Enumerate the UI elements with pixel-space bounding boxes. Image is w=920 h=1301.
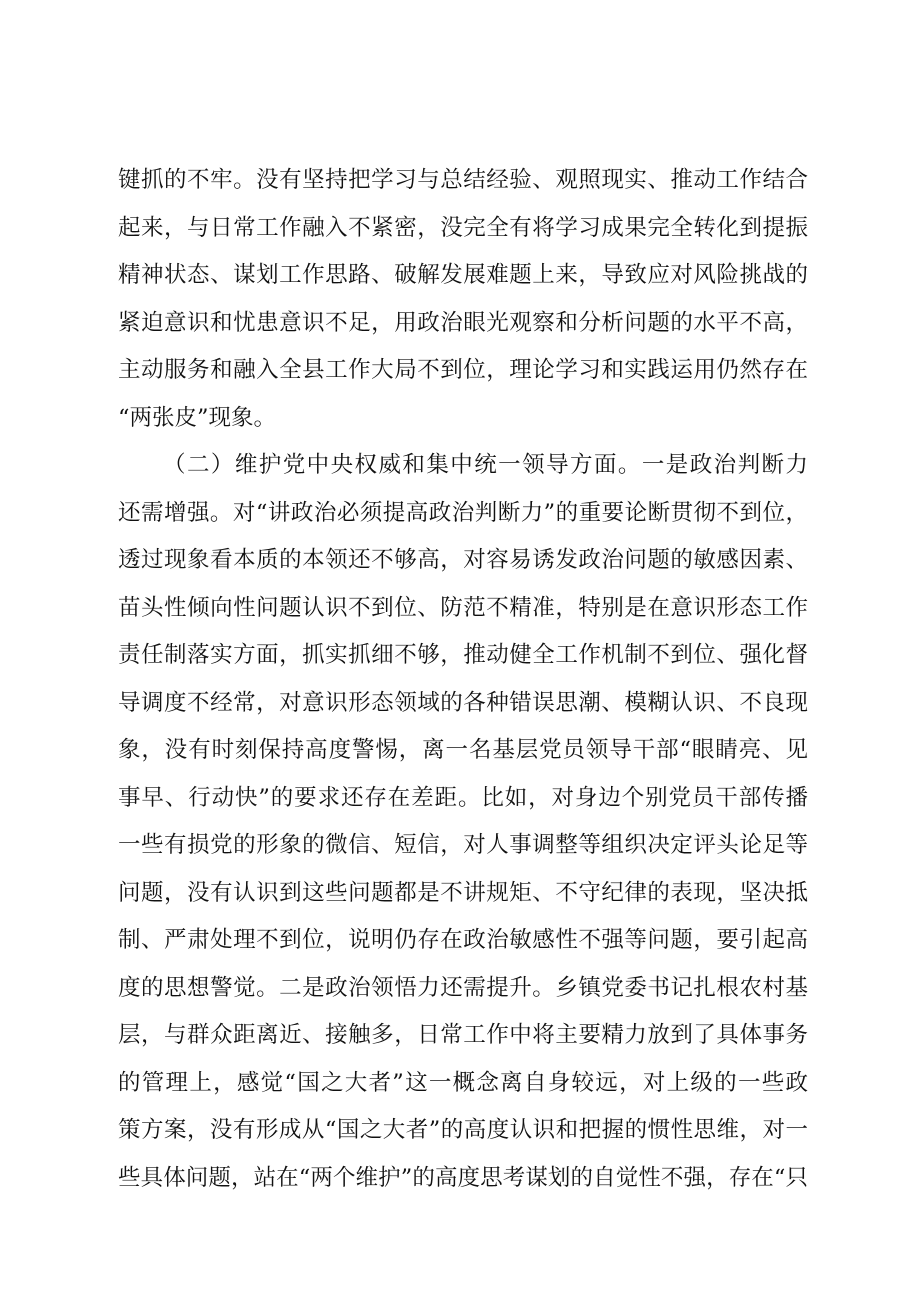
text-line: 责任制落实方面，抓实抓细不够，推动健全工作机制不到位、强化督 <box>118 642 808 668</box>
text-line: 导调度不经常，对意识形态领域的各种错误思潮、模糊认识、不良现 <box>118 689 808 716</box>
text-line: 紧迫意识和忧患意识不足，用政治眼光观察和分析问题的水平不高， <box>118 309 808 336</box>
text-line: 键抓的不牢。没有坚持把学习与总结经验、观照现实、推动工作结合 <box>118 167 808 193</box>
text-line: 些具体问题，站在“两个维护”的高度思考谋划的自觉性不强，存在“只 <box>118 1164 808 1191</box>
text-line: 主动服务和融入全县工作大局不到位，理论学习和实践运用仍然存在 <box>118 357 808 383</box>
text-line: 起来，与日常工作融入不紧密，没完全有将学习成果完全转化到提振 <box>118 214 808 241</box>
text-line: 问题，没有认识到这些问题都是不讲规矩、不守纪律的表现，坚决抵 <box>118 879 808 906</box>
text-line: 度的思想警觉。二是政治领悟力还需提升。乡镇党委书记扎根农村基 <box>118 974 808 1001</box>
body-text <box>118 157 808 1202</box>
text-line: 策方案，没有形成从“国之大者”的高度认识和把握的惯性思维，对一 <box>118 1117 808 1143</box>
text-line: “两张皮”现象。 <box>118 404 277 431</box>
text-line: 精神状态、谋划工作思路、破解发展难题上来，导致应对风险挑战的 <box>118 262 808 288</box>
text-line: 制、严肃处理不到位，说明仍存在政治敏感性不强等问题，要引起高 <box>118 927 808 953</box>
text-line: 一些有损党的形象的微信、短信，对人事调整等组织决定评头论足等 <box>118 832 808 858</box>
text-line: 透过现象看本质的本领还不够高，对容易诱发政治问题的敏感因素、 <box>118 547 808 573</box>
text-line: 象，没有时刻保持高度警惕，离一名基层党员领导干部“眼睛亮、见 <box>118 737 808 763</box>
text-line: 的管理上，感觉“国之大者”这一概念离自身较远，对上级的一些政 <box>118 1069 808 1096</box>
text-line: 苗头性倾向性问题认识不到位、防范不精准，特别是在意识形态工作 <box>118 594 808 621</box>
section-heading-line: （二）维护党中央权威和集中统一领导方面。一是政治判断力 <box>163 452 808 478</box>
text-line: 还需增强。对“讲政治必须提高政治判断力”的重要论断贯彻不到位， <box>118 499 808 526</box>
text-line: 层，与群众距离近、接触多，日常工作中将主要精力放到了具体事务 <box>118 1022 808 1048</box>
text-line: 事早、行动快”的要求还存在差距。比如，对身边个别党员干部传播 <box>118 784 808 811</box>
